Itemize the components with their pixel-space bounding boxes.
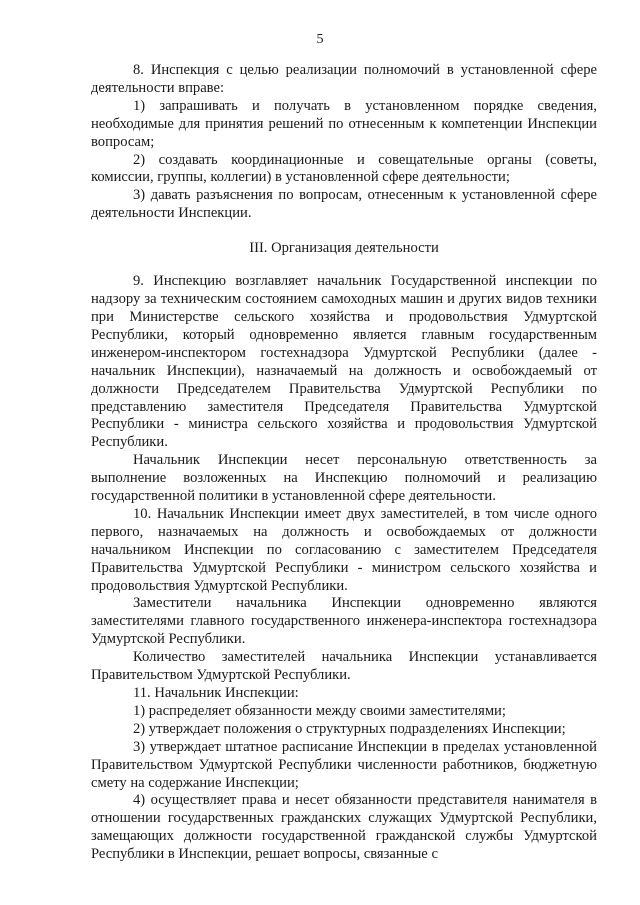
paragraph-10: 10. Начальник Инспекции имеет двух заместителей, в том числе одного первого, назначаемых на должность и освобождаемых от должности начальником Инспекции по согласованию с заместителем Председателя Правительства Удмуртской Республики - министром сельского хозяйства и продовольствия Удмуртской Республики. [91, 505, 597, 594]
paragraph-8: 8. Инспекция с целью реализации полномочий в установленной сфере деятельности вправе: [91, 62, 597, 96]
paragraph-11-item-4: 4) осуществляет права и несет обязанности представителя нанимателя в отношении государственных гражданских служащих Удмуртской Республики, замещающих должности государственной гражданской службы Удмуртской Республики в Инспекции, решает вопросы, связанные с [91, 792, 597, 863]
paragraph-8-item-1: 1) запрашивать и получать в установленном порядке сведения, необходимые для принятия решений по отнесенным к компетенции Инспекции вопросам; [91, 97, 597, 150]
paragraph-10-deputies: Заместители начальника Инспекции одновременно являются заместителями главного государственного инженера-инспектора гостехнадзора Удмуртской Республики. [91, 595, 597, 648]
paragraph-8-item-2: 2) создавать координационные и совещательные органы (советы, комиссии, группы, коллегии) в установленной сфере деятельности; [91, 151, 597, 186]
document-body [91, 62, 597, 864]
page-number: 5 [316, 32, 324, 47]
paragraph-8-item-3: 3) давать разъяснения по вопросам, отнесенным к установленной сфере деятельности Инспекции. [91, 187, 597, 222]
paragraph-10-count: Количество заместителей начальника Инспекции устанавливается Правительством Удмуртской Республики. [91, 649, 597, 684]
paragraph-11-item-2: 2) утверждает положения о структурных подразделениях Инспекции; [133, 720, 566, 737]
paragraph-9: 9. Инспекцию возглавляет начальник Государственной инспекции по надзору за техническим состоянием самоходных машин и других видов техники при Министерстве сельского хозяйства и продовольствия Удмуртской Республики, который одновременно является главным государственным инженером-инспектором гостехнадзора Удмуртской Республики (далее - начальник Инспекции), назначаемый на должность и освобождаемый от должности Председателем Правительства Удмуртской Республики по представлению заместителя Председателя Правительства Удмуртской Республики - министра сельского хозяйства и продовольствия Удмуртской Республики. [91, 273, 597, 451]
section-heading: III. Организация деятельности [249, 240, 439, 257]
paragraph-9-responsibility: Начальник Инспекции несет персональную ответственность за выполнение возложенных на Инспекцию полномочий и реализацию государственной политики в установленной сфере деятельности. [91, 452, 597, 505]
paragraph-11-item-3: 3) утверждает штатное расписание Инспекции в пределах установленной Правительством Удмуртской Республики численности работников, бюджетную смету на содержание Инспекции; [91, 738, 597, 791]
paragraph-11-item-1: 1) распределяет обязанности между своими заместителями; [133, 702, 506, 719]
paragraph-11: 11. Начальник Инспекции: [133, 685, 299, 701]
